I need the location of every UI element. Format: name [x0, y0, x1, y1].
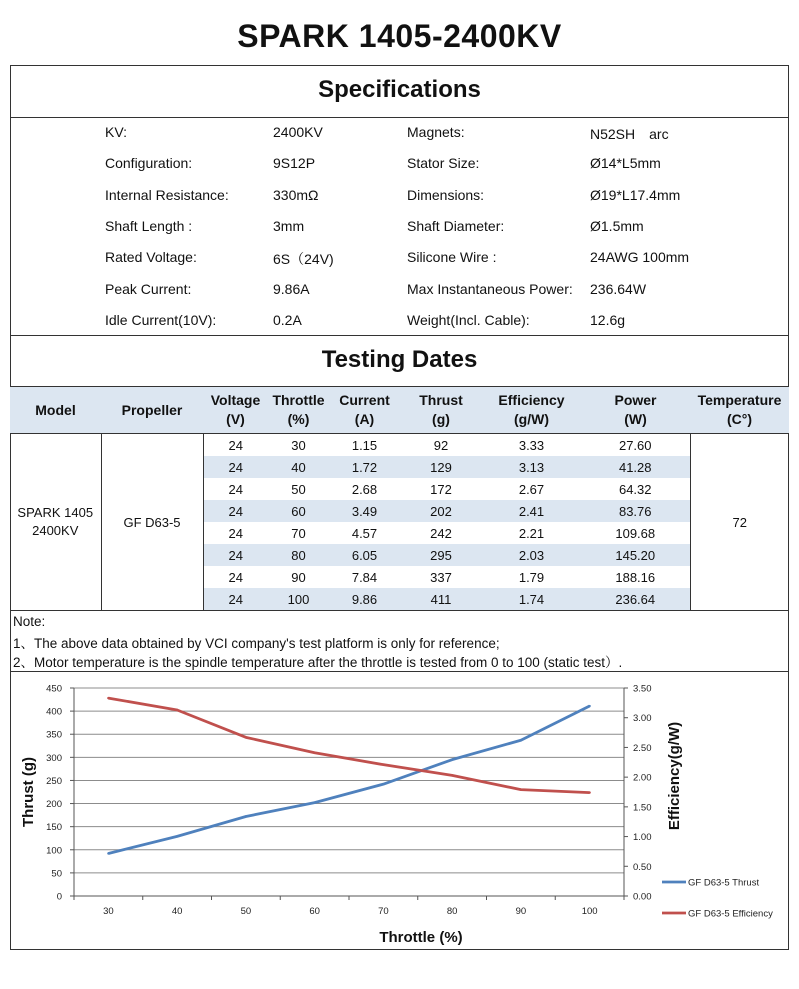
column-header-label: Temperature — [697, 392, 782, 408]
table-cell: 242 — [430, 525, 452, 541]
spec-label: Silicone Wire : — [407, 249, 497, 266]
table-cell: 24 — [203, 522, 268, 544]
column-header-label: Throttle — [272, 392, 325, 408]
table-cell: 411 — [400, 588, 482, 611]
data-point — [245, 815, 247, 817]
table-cell: 1.74 — [482, 588, 581, 611]
table-cell: 2.41 — [482, 500, 581, 522]
table-cell: 3.33 — [518, 437, 545, 453]
note-line-1: 1、The above data obtained by VCI company's test platform is only for reference; — [13, 636, 500, 651]
table-cell: 3.13 — [482, 456, 581, 478]
series-line-thrust — [108, 706, 589, 853]
table-cell: 295 — [400, 544, 482, 566]
page-title: SPARK 1405-2400KV — [237, 18, 562, 54]
table-cell: 6.05 — [329, 544, 400, 566]
table-cell: 92 — [433, 437, 449, 453]
table-cell: 3.49 — [329, 500, 400, 522]
table-cell: 24 — [203, 478, 268, 500]
table-cell: 64.32 — [618, 481, 652, 497]
data-point — [313, 752, 315, 754]
table-cell: 24 — [203, 544, 268, 566]
y-left-tick-label: 450 — [46, 683, 62, 695]
table-cell: 40 — [268, 456, 329, 478]
data-point — [382, 763, 384, 765]
table-cell: 202 — [400, 500, 482, 522]
table-cell: 90 — [291, 569, 306, 585]
y-right-tick-label: 1.00 — [633, 832, 652, 844]
data-point — [176, 835, 178, 837]
data-point — [588, 791, 590, 793]
y-left-tick-label: 250 — [46, 775, 62, 787]
column-header-label: Efficiency — [498, 392, 565, 408]
spec-value: 236.64W — [590, 280, 647, 297]
temperature-cell: 72 — [690, 434, 789, 611]
table-cell: 24 — [203, 456, 268, 478]
legend-label: GF D63-5 Thrust — [688, 877, 760, 889]
y-left-tick-label: 350 — [46, 729, 62, 741]
spec-label: Shaft Diameter: — [407, 217, 505, 234]
spec-label: Max Instantaneous Power: — [407, 280, 573, 297]
y-left-tick-label: 150 — [46, 822, 62, 834]
data-point — [451, 774, 453, 776]
spec-label: Peak Current: — [105, 280, 192, 297]
column-header-label: Current — [339, 392, 390, 408]
table-cell: 236.64 — [581, 588, 690, 611]
table-cell: 41.28 — [581, 456, 690, 478]
table-cell: 1.79 — [518, 569, 545, 585]
table-cell: 337 — [430, 569, 452, 585]
column-header-label: Model — [35, 401, 76, 418]
legend-label: GF D63-5 Efficiency — [688, 908, 773, 920]
table-cell: 30 — [291, 437, 306, 453]
y-left-tick-label: 100 — [46, 845, 62, 857]
data-point — [107, 697, 109, 699]
note-line-2: 2、Motor temperature is the spindle temperature after the throttle is tested from 0 to 100 (static test）. — [13, 655, 623, 670]
column-header-unit: (W) — [624, 411, 647, 427]
table-cell: 145.20 — [581, 544, 690, 566]
testing-heading: Testing Dates — [321, 346, 478, 373]
table-cell: 50 — [291, 481, 306, 497]
table-cell: 24 — [203, 500, 268, 522]
spec-label: Weight(Incl. Cable): — [407, 311, 530, 328]
y-right-tick-label: 0.00 — [633, 891, 652, 903]
column-header-unit: (C°) — [726, 411, 753, 427]
table-cell: 172 — [430, 481, 452, 497]
data-point — [520, 788, 522, 790]
table-cell: 83.76 — [581, 500, 690, 522]
data-point — [451, 758, 453, 760]
y-left-tick-label: 0 — [56, 891, 62, 903]
spec-value: 9.86A — [273, 280, 310, 297]
column-header-label: Propeller — [121, 401, 183, 418]
data-point — [107, 852, 109, 854]
spec-label: Idle Current(10V): — [105, 311, 217, 328]
column-header-label: Power — [614, 392, 657, 408]
y-right-tick-label: 3.00 — [633, 713, 652, 725]
spec-value: 2400KV — [273, 124, 323, 140]
series-line-efficiency — [108, 698, 589, 792]
y-left-tick-label: 400 — [46, 706, 62, 718]
column-header-unit: (g/W) — [514, 411, 549, 427]
spec-label: Configuration: — [105, 155, 193, 172]
spec-value: 24AWG 100mm — [590, 249, 690, 266]
table-cell: 129 — [400, 456, 482, 478]
x-tick-label: 100 — [581, 906, 598, 917]
y-right-axis-title: Efficiency(g/W) — [666, 721, 683, 831]
data-point — [382, 783, 384, 785]
table-cell: 1.15 — [351, 437, 378, 453]
table-cell: 100 — [268, 588, 329, 611]
column-header-unit: (g) — [432, 411, 450, 427]
propeller-cell: GF D63-5 — [101, 434, 203, 611]
x-tick-label: 70 — [378, 906, 389, 917]
x-tick-label: 80 — [446, 906, 458, 917]
table-cell: 70 — [291, 525, 306, 541]
y-right-tick-label: 1.50 — [633, 802, 652, 814]
table-cell: 24 — [203, 566, 268, 588]
table-cell: 2.21 — [518, 525, 545, 541]
table-cell: 2.03 — [482, 544, 581, 566]
data-point — [313, 801, 315, 803]
x-tick-label: 90 — [515, 906, 527, 917]
spec-label: Stator Size: — [407, 155, 480, 172]
spec-label: Shaft Length : — [105, 217, 193, 234]
column-header-unit: (V) — [226, 411, 245, 427]
table-cell: 188.16 — [615, 569, 656, 585]
y-left-tick-label: 50 — [51, 868, 62, 880]
spec-value: 3mm — [273, 217, 305, 234]
data-point — [245, 736, 247, 738]
table-cell: 80 — [268, 544, 329, 566]
y-right-tick-label: 0.50 — [633, 861, 652, 873]
y-left-tick-label: 300 — [46, 752, 62, 764]
data-point — [176, 709, 178, 711]
column-header-unit: (%) — [287, 411, 310, 427]
spec-value: 6S（24V) — [273, 251, 334, 268]
spec-value: Ø14*L5mm — [590, 155, 661, 172]
specifications-heading: Specifications — [318, 76, 481, 103]
y-left-tick-label: 200 — [46, 799, 62, 811]
table-cell: 1.72 — [329, 456, 400, 478]
spec-value: 9S12P — [273, 155, 316, 172]
spec-value: 12.6g — [590, 311, 626, 328]
table-cell: 24 — [203, 588, 268, 611]
data-point — [588, 705, 590, 707]
model-cell: SPARK 1405 2400KV — [10, 434, 101, 611]
column-header-label: Voltage — [210, 392, 261, 408]
spec-label: Dimensions: — [407, 186, 485, 203]
table-cell: 4.57 — [351, 525, 378, 541]
y-right-tick-label: 2.00 — [633, 772, 652, 784]
spec-value: N52SH arc — [590, 126, 669, 142]
table-cell: 7.84 — [351, 569, 378, 585]
table-cell: 27.60 — [618, 437, 652, 453]
spec-label: Rated Voltage: — [105, 249, 197, 266]
table-cell: 2.68 — [351, 481, 378, 497]
table-cell: 60 — [268, 500, 329, 522]
spec-label: Magnets: — [407, 124, 465, 140]
spec-value: Ø1.5mm — [590, 217, 644, 234]
data-point — [520, 739, 522, 741]
note-title: Note: — [13, 614, 46, 629]
x-tick-label: 40 — [171, 906, 183, 917]
table-cell: 9.86 — [329, 588, 400, 611]
table-cell: 2.67 — [518, 481, 545, 497]
spec-value: 0.2A — [273, 311, 302, 328]
table-cell: 109.68 — [615, 525, 656, 541]
table-cell: 24 — [203, 434, 268, 457]
y-right-tick-label: 2.50 — [633, 742, 652, 754]
y-left-axis-title: Thrust (g) — [20, 757, 37, 827]
x-tick-label: 30 — [103, 906, 114, 917]
spec-value: Ø19*L17.4mm — [590, 186, 681, 203]
x-tick-label: 50 — [240, 906, 252, 917]
y-right-tick-label: 3.50 — [633, 683, 652, 695]
column-header-unit: (A) — [354, 411, 375, 427]
spec-label: KV: — [105, 124, 128, 140]
x-axis-title: Throttle (%) — [379, 929, 463, 946]
spec-label: Internal Resistance: — [105, 186, 229, 203]
spec-value: 330mΩ — [273, 186, 319, 203]
x-tick-label: 60 — [309, 906, 320, 917]
column-header-label: Thrust — [419, 392, 463, 408]
